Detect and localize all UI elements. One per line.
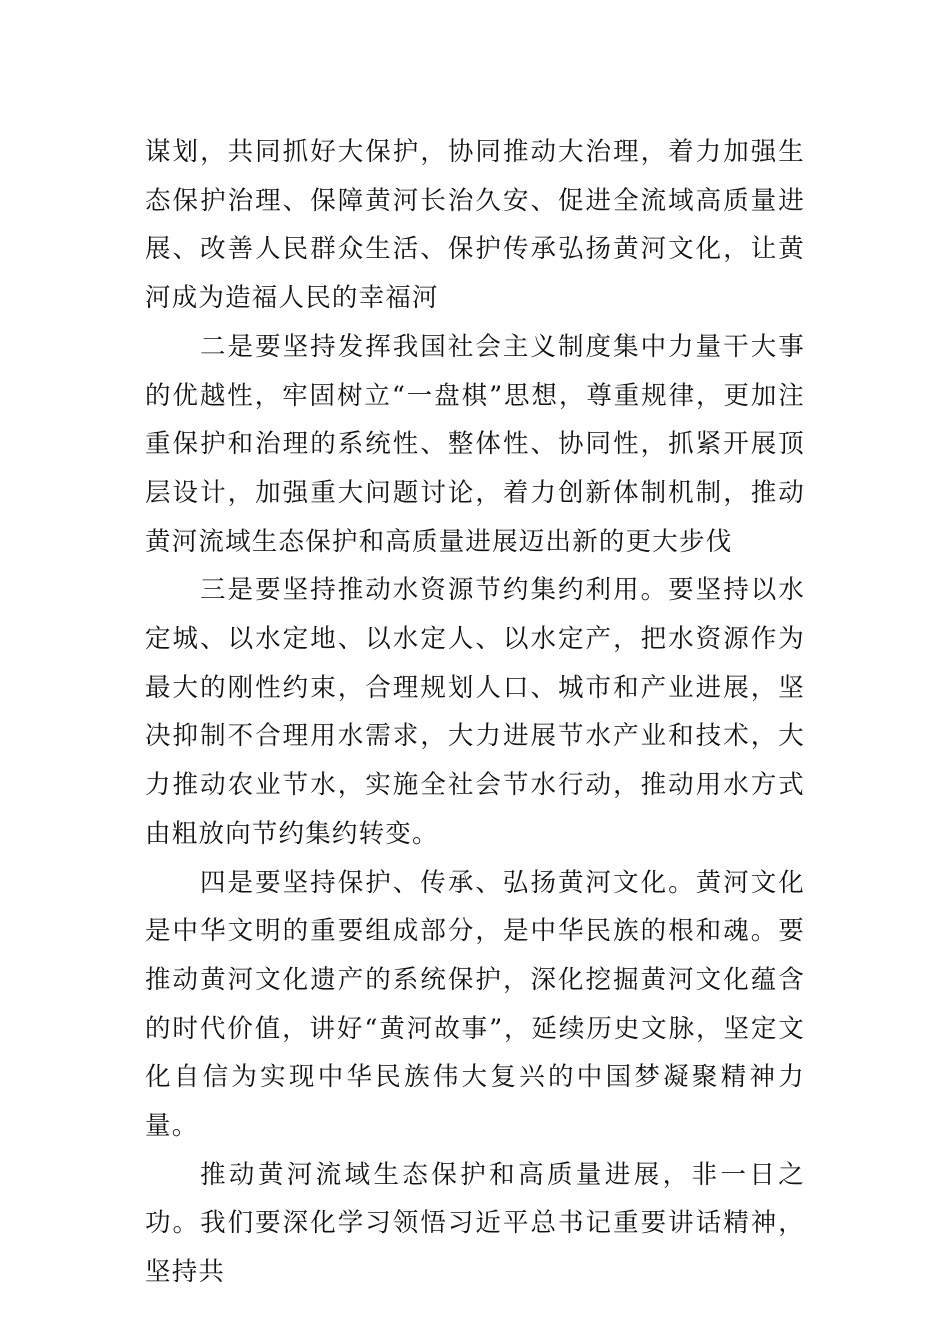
document-body (145, 128, 805, 1297)
paragraph-point-two: 二是要坚持发挥我国社会主义制度集中力量干大事的优越性，牢固树立“一盘棋”思想，尊重规律，更加注重保护和治理的系统性、整体性、协同性，抓紧开展顶层设计，加强重大问题讨论，着力创新体制机制，推动黄河流域生态保护和高质量进展迈出新的更大步伐 (145, 331, 805, 557)
paragraph-continuation: 谋划，共同抓好大保护，协同推动大治理，着力加强生态保护治理、保障黄河长治久安、促进全流域高质量进展、改善人民群众生活、保护传承弘扬黄河文化，让黄河成为造福人民的幸福河 (145, 137, 805, 314)
paragraph-point-three: 三是要坚持推动水资源节约集约利用。要坚持以水定城、以水定地、以水定人、以水定产，把水资源作为最大的刚性约束，合理规划人口、城市和产业进展，坚决抑制不合理用水需求，大力进展节水产业和技术，大力推动农业节水，实施全社会节水行动，推动用水方式由粗放向节约集约转变。 (145, 575, 805, 849)
paragraph-point-four: 四是要坚持保护、传承、弘扬黄河文化。黄河文化是中华文明的重要组成部分，是中华民族的根和魂。要推动黄河文化遗产的系统保护，深化挖掘黄河文化蕴含的时代价值，讲好“黄河故事”，延续历史文脉，坚定文化自信为实现中华民族伟大复兴的中国梦凝聚精神力量。 (145, 867, 805, 1142)
paragraph-conclusion: 推动黄河流域生态保护和高质量进展，非一日之功。我们要深化学习领悟习近平总书记重要讲话精神，坚持共 (145, 1159, 805, 1288)
